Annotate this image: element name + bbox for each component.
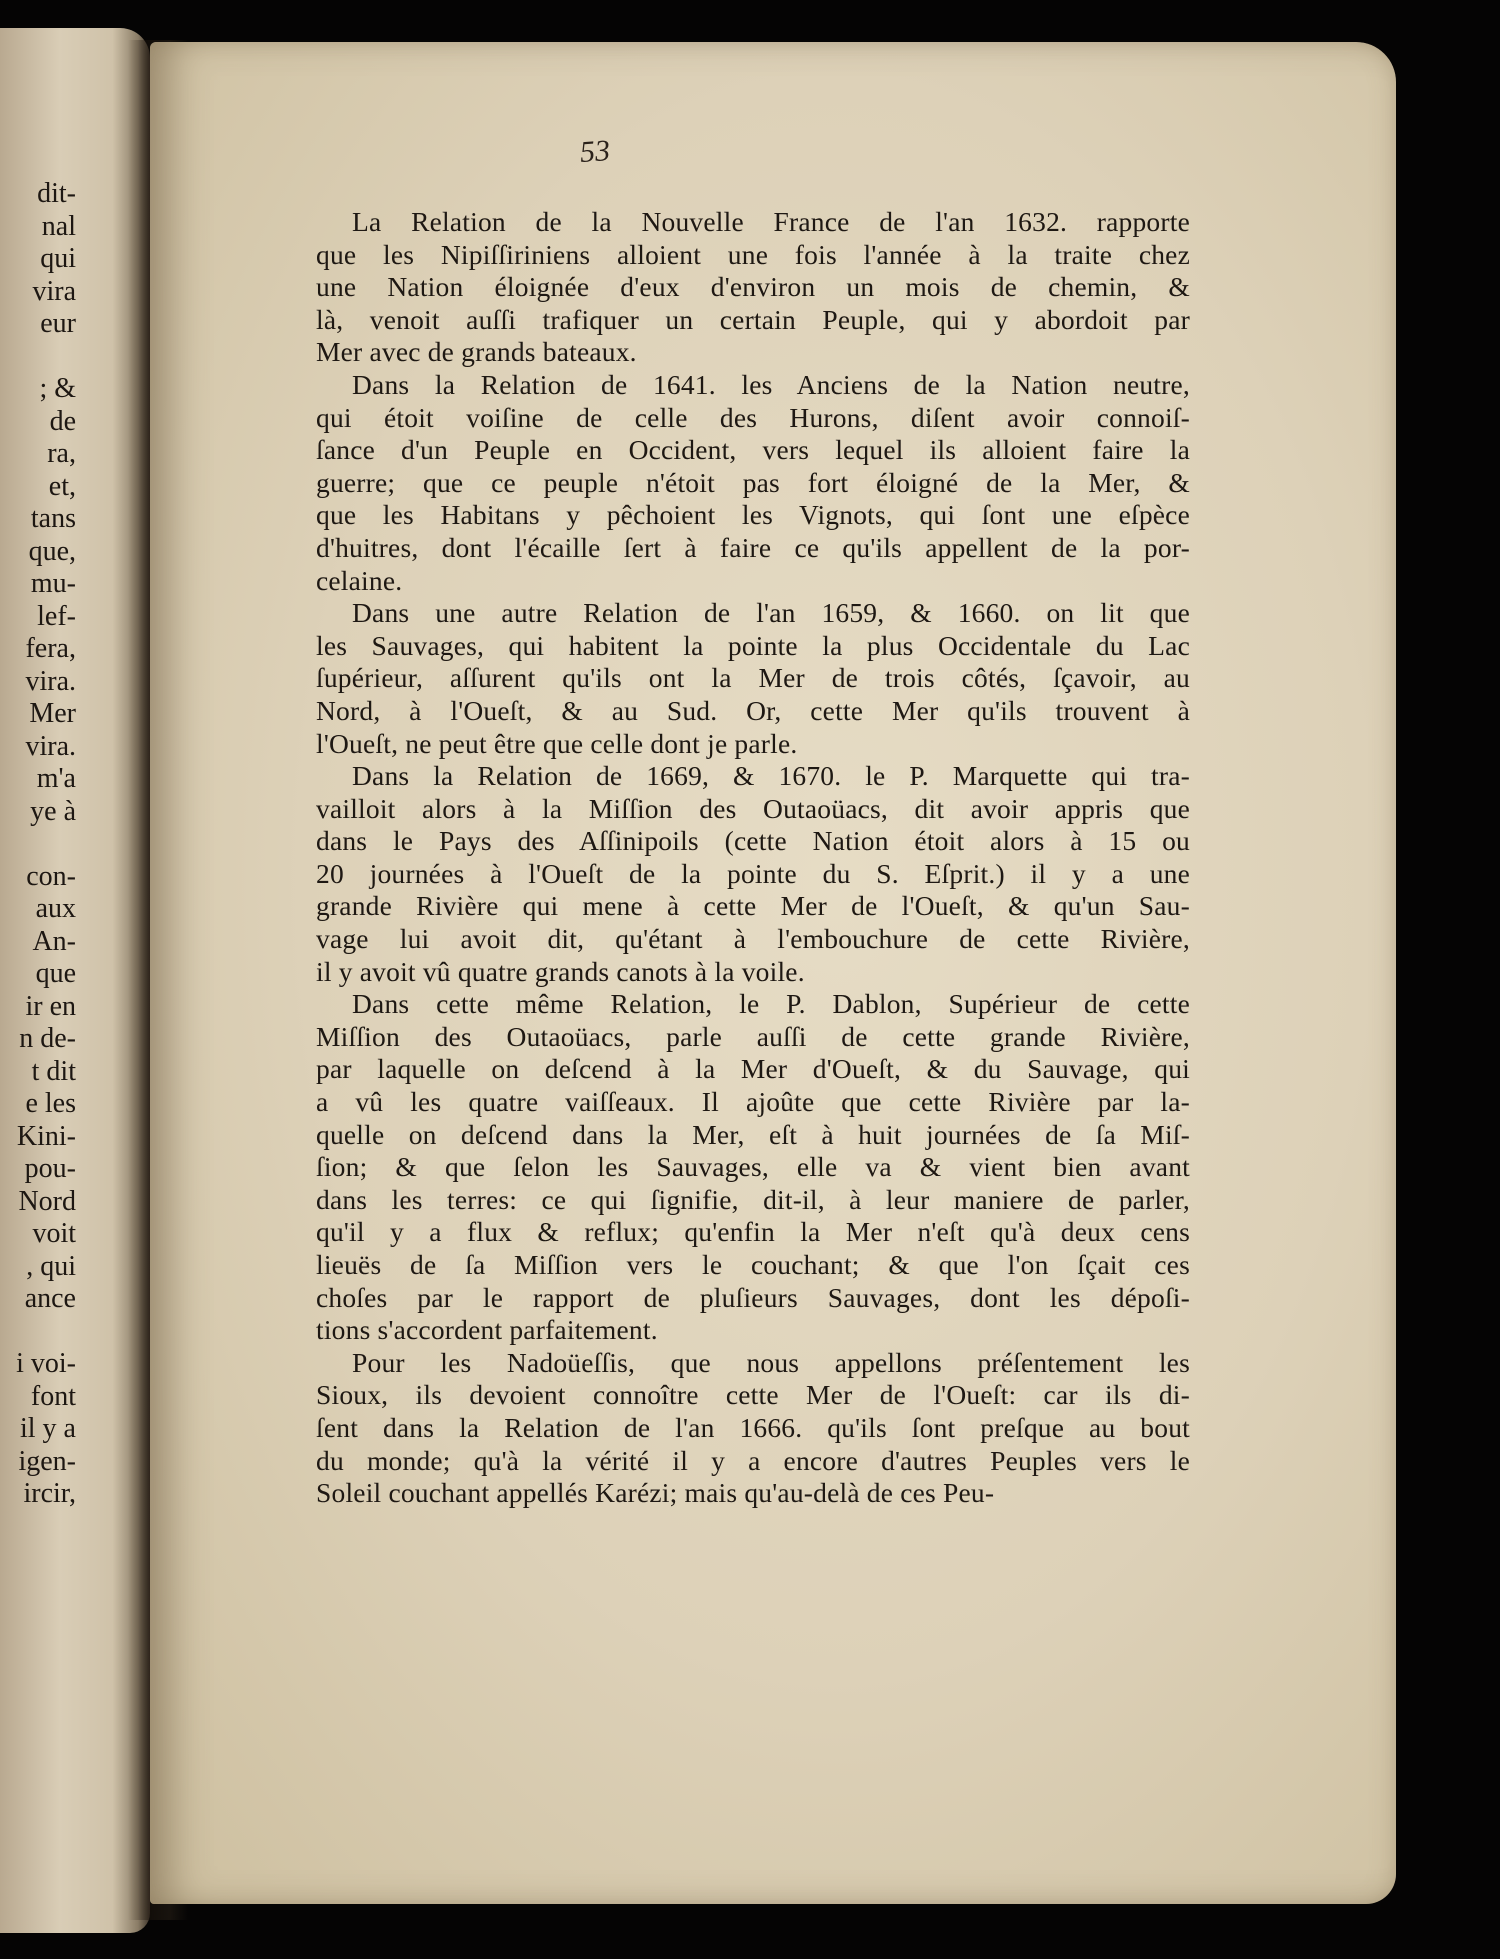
previous-page-fragment: vira — [32, 275, 76, 307]
text-line: ſupérieur, aſſurent qu'ils ont la Mer de trois côtés, ſçavoir, au — [316, 662, 1190, 694]
text-line: ſance d'un Peuple en Occident, vers lequel ils alloient faire la — [316, 434, 1190, 466]
text-line: il y avoit vû quatre grands canots à la voile. — [316, 955, 805, 987]
text-line: Dans une autre Relation de l'an 1659, & 1660. on lit que — [352, 597, 1190, 629]
previous-page-fragment: font — [30, 1380, 76, 1412]
previous-page-fragment: mu- — [30, 568, 76, 599]
previous-page-fragment: Nord — [18, 1185, 76, 1217]
page-number: 53 — [578, 133, 612, 170]
text-line: vage lui avoit dit, qu'étant à l'embouchure de cette Rivière, — [316, 923, 1190, 955]
text-line: Mer avec de grands bateaux. — [316, 336, 637, 368]
text-line: du monde; qu'à la vérité il y a encore d'autres Peuples vers le — [316, 1444, 1190, 1476]
previous-page-fragment: voit — [32, 1218, 76, 1249]
paragraph — [316, 597, 1190, 760]
previous-page-fragment: n de- — [19, 1023, 76, 1054]
previous-page-fragment: il y a — [20, 1413, 76, 1444]
previous-page-fragment: ance — [24, 1283, 76, 1314]
previous-page-fragment: con- — [26, 860, 76, 892]
text-line: celaine. — [316, 564, 403, 596]
text-line: dans les terres: ce qui ſignifie, dit-il, à leur maniere de parler, — [316, 1183, 1190, 1215]
text-line: vailloit alors à la Miſſion des Outaoüacs, dit avoir appris que — [316, 792, 1190, 824]
previous-page-fragment: fera, — [25, 633, 76, 664]
text-line: là, venoit auſſi trafiquer un certain Peuple, qui y abordoit par — [316, 303, 1190, 335]
text-line: d'huitres, dont l'écaille ſert à faire ce qu'ils appellent de la por- — [316, 531, 1190, 563]
previous-page-fragment: pou- — [24, 1153, 76, 1184]
previous-page-fragment: dit- — [37, 178, 76, 209]
text-line: Pour les Nadoüeſſis, que nous appellons préſentement les — [352, 1346, 1190, 1378]
previous-page-fragment: ; & — [39, 373, 76, 404]
text-line: Dans la Relation de 1641. les Anciens de la Nation neutre, — [352, 368, 1190, 400]
previous-page-fragment: Kini- — [16, 1120, 76, 1152]
previous-page-fragment: Mer — [29, 698, 76, 729]
previous-page-fragment: et, — [48, 470, 76, 502]
previous-page-fragment: tans — [30, 503, 76, 534]
previous-page-fragment: ir en — [25, 990, 76, 1022]
previous-page-fragment: nal — [41, 210, 76, 242]
text-line: Dans la Relation de 1669, & 1670. le P. Marquette qui tra- — [352, 760, 1190, 792]
previous-page-fragment: i voi- — [16, 1348, 76, 1379]
previous-page-fragment: An- — [32, 925, 76, 957]
text-line: La Relation de la Nouvelle France de l'an 1632. rapporte — [352, 206, 1190, 237]
previous-page-fragment: m'a — [36, 763, 76, 794]
paragraph — [316, 988, 1190, 1347]
text-line: 20 journées à l'Oueſt de la pointe du S. Eſprit.) il y a une — [316, 857, 1190, 889]
text-line: une Nation éloignée d'eux d'environ un mois de chemin, & — [316, 271, 1190, 303]
previous-page-fragment: lef- — [37, 600, 76, 632]
previous-page-fragment: vira. — [25, 665, 76, 697]
text-line: Soleil couchant appellés Karézi; mais qu'au-delà de ces Peu- — [316, 1477, 995, 1509]
paragraph — [316, 206, 1190, 369]
previous-page-fragment: aux — [35, 893, 76, 924]
text-line: grande Rivière qui mene à cette Mer de l'Oueſt, & qu'un Sau- — [316, 890, 1190, 922]
paragraph — [316, 369, 1190, 597]
text-line: Miſſion des Outaoüacs, parle auſſi de cette grande Rivière, — [316, 1020, 1190, 1052]
text-line: dans le Pays des Aſſinipoils (cette Nation étoit alors à 15 ou — [316, 825, 1190, 857]
previous-page-fragment: e les — [25, 1088, 76, 1119]
text-line: que les Habitans y pêchoient les Vignots, qui ſont une eſpèce — [316, 499, 1190, 531]
text-line: que les Nipiſſiriniens alloient une fois l'année à la traite chez — [316, 238, 1190, 270]
text-line: tions s'accordent parfaitement. — [316, 1314, 658, 1346]
previous-page-fragment: qui — [40, 243, 76, 274]
previous-page-fragment: , qui — [26, 1250, 76, 1282]
previous-page-fragment: t dit — [31, 1055, 76, 1087]
text-line: les Sauvages, qui habitent la pointe la plus Occidentale du Lac — [316, 629, 1190, 661]
text-line: Dans cette même Relation, le P. Dablon, Supérieur de cette — [352, 988, 1190, 1020]
paragraph — [316, 760, 1190, 988]
page-body-text — [316, 206, 1190, 1510]
text-line: ſent dans la Relation de l'an 1666. qu'ils ſont preſque au bout — [316, 1411, 1190, 1443]
previous-page-fragment: igen- — [18, 1445, 76, 1477]
previous-page-fragment: que, — [28, 535, 76, 567]
previous-page-fragment: vira. — [25, 730, 76, 762]
text-line: choſes par le rapport de pluſieurs Sauvages, dont les dépoſi- — [316, 1281, 1190, 1313]
text-line: qui étoit voiſine de celle des Hurons, diſent avoir connoiſ- — [316, 401, 1190, 433]
text-line: lieuës de ſa Miſſion vers le couchant; & que l'on ſçait ces — [316, 1249, 1190, 1280]
paragraph — [316, 1347, 1190, 1510]
text-line: qu'il y a flux & reflux; qu'enfin la Mer n'eſt qu'à deux cens — [316, 1216, 1190, 1248]
previous-page-fragment: de — [49, 405, 76, 437]
previous-page-fragment: que — [35, 958, 76, 989]
text-line: par laquelle on deſcend à la Mer d'Oueſt, & du Sauvage, qui — [316, 1053, 1190, 1085]
text-line: quelle on deſcend dans la Mer, eſt à huit journées de ſa Miſ- — [316, 1118, 1190, 1150]
previous-page-fragment: ra, — [47, 438, 76, 469]
text-line: Nord, à l'Oueſt, & au Sud. Or, cette Mer qu'ils trouvent à — [316, 694, 1190, 726]
text-line: a vû les quatre vaiſſeaux. Il ajoûte que cette Rivière par la- — [316, 1086, 1190, 1118]
text-line: l'Oueſt, ne peut être que celle dont je parle. — [316, 727, 798, 759]
text-line: ſion; & que ſelon les Sauvages, elle va & vient bien avant — [316, 1151, 1190, 1183]
text-line: Sioux, ils devoient connoître cette Mer de l'Oueſt: car ils di- — [316, 1379, 1190, 1411]
previous-page-fragment: eur — [40, 308, 76, 339]
previous-page-fragment: ircir, — [23, 1478, 76, 1509]
text-line: guerre; que ce peuple n'étoit pas fort éloigné de la Mer, & — [316, 466, 1190, 498]
previous-page-fragment: ye à — [30, 795, 76, 827]
